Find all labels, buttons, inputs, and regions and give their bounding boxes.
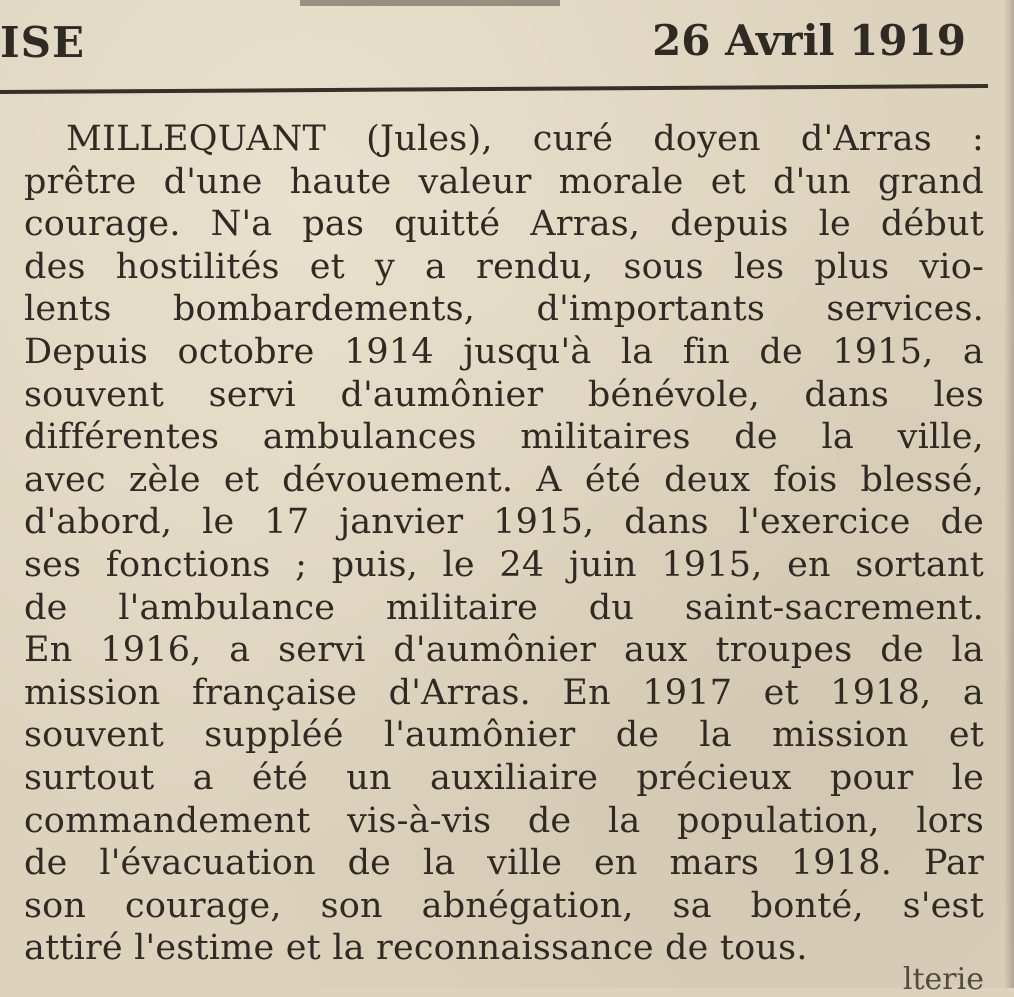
- masthead-fragment: ISE: [0, 18, 85, 67]
- article-line: mission française d'Arras. En 1917 et 1918, a: [24, 672, 984, 713]
- next-article-fragment: lterie: [902, 962, 984, 997]
- article-line: Depuis octobre 1914 jusqu'à la fin de 1915, a: [24, 331, 984, 372]
- article-line: prêtre d'une haute valeur morale et d'un grand: [24, 161, 984, 202]
- article-line: souvent suppléé l'aumônier de la mission et: [24, 715, 984, 756]
- article-line: commandement vis-à-vis de la population, lors: [24, 800, 984, 841]
- article-line: surtout a été un auxiliaire précieux pour le: [24, 757, 984, 798]
- article-line: En 1916, a servi d'aumônier aux troupes de la: [24, 630, 984, 671]
- article-line: de l'évacuation de la ville en mars 1918. Par: [24, 843, 984, 884]
- article-line: MILLEQUANT (Jules), curé doyen d'Arras :: [66, 119, 984, 159]
- article-text: [24, 118, 984, 969]
- issue-date: 26 Avril 1919: [652, 16, 966, 65]
- article-line: ses fonctions ; puis, le 24 juin 1915, en sortant: [24, 544, 984, 585]
- article-line: lents bombardements, d'importants services.: [24, 289, 984, 330]
- cropped-heading-remnant: [300, 0, 560, 6]
- article-line: son courage, son abnégation, sa bonté, s'est: [24, 885, 984, 926]
- article-line: différentes ambulances militaires de la ville,: [24, 417, 984, 458]
- article-line: de l'ambulance militaire du saint-sacrement.: [24, 587, 984, 628]
- article-line: avec zèle et dévouement. A été deux fois blessé,: [24, 459, 984, 500]
- article-line: des hostilités et y a rendu, sous les plus vio-: [24, 246, 984, 287]
- article-line: d'abord, le 17 janvier 1915, dans l'exercice de: [24, 502, 984, 543]
- article-line: souvent servi d'aumônier bénévole, dans les: [24, 374, 984, 415]
- page-edge-shadow: [1004, 0, 1014, 988]
- article-line: courage. N'a pas quitté Arras, depuis le début: [24, 204, 984, 245]
- article-line: attiré l'estime et la reconnaissance de tous.: [24, 928, 808, 969]
